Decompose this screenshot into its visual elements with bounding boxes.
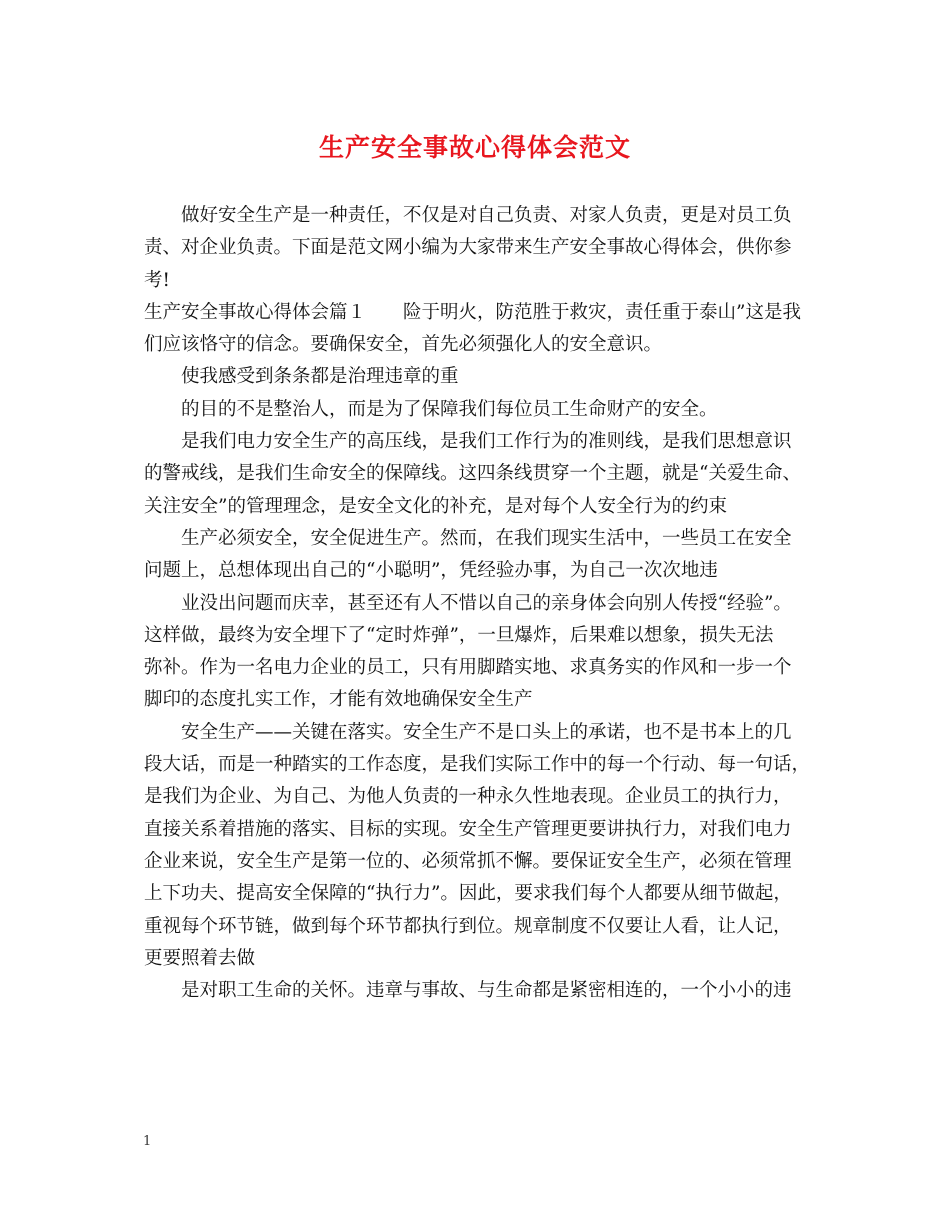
document-body <box>144 200 824 1007</box>
text-line: 们应该恪守的信念。要确保安全，首先必须强化人的安全意识。 <box>144 334 663 356</box>
text-line: 直接关系着措施的落实、目标的实现。安全生产管理更要讲执行力，对我们电力 <box>144 818 792 840</box>
text-line: 更要照着去做 <box>144 947 256 969</box>
text-line: 的目的不是整治人，而是为了保障我们每位员工生命财产的安全。 <box>181 398 718 420</box>
text-line: 生产安全事故心得体会篇１ 险于明火，防范胜于救灾，责任重于泰山”这是我 <box>144 301 801 323</box>
text-line: 问题上，总想体现出自己的“小聪明”，凭经验办事，为自己一次次地违 <box>144 560 718 582</box>
text-line: 企业来说，安全生产是第一位的、必须常抓不懈。要保证安全生产，必须在管理 <box>144 850 792 872</box>
text-line: 段大话，而是一种踏实的工作态度，是我们实际工作中的每一个行动、每一句话， <box>144 754 811 776</box>
text-line: 考! <box>144 269 170 291</box>
text-line: 是对职工生命的关怀。违章与事故、与生命都是紧密相连的，一个小小的违 <box>181 980 792 1002</box>
text-line: 生产必须安全，安全促进生产。然而，在我们现实生活中，一些员工在安全 <box>181 527 792 549</box>
text-line: 这样做，最终为安全埋下了“定时炸弹”，一旦爆炸，后果难以想象，损失无法 <box>144 624 774 646</box>
text-line: 安全生产——关键在落实。安全生产不是口头上的承诺，也不是书本上的几 <box>181 721 792 743</box>
text-line: 上下功夫、提高安全保障的“执行力”。因此，要求我们每个人都要从细节做起， <box>144 883 792 905</box>
text-line: 关注安全”的管理理念，是安全文化的补充，是对每个人安全行为的约束 <box>144 495 727 517</box>
text-line: 的警戒线，是我们生命安全的保障线。这四条线贯穿一个主题，就是“关爱生命、 <box>144 463 801 485</box>
page-number: 1 <box>143 1134 152 1149</box>
text-line: 业没出问题而庆幸，甚至还有人不惜以自己的亲身体会向别人传授“经验”。 <box>181 592 792 614</box>
text-line: 弥补。作为一名电力企业的员工，只有用脚踏实地、求真务实的作风和一步一个 <box>144 657 792 679</box>
text-line: 脚印的态度扎实工作，才能有效地确保安全生产 <box>144 689 533 711</box>
text-line: 是我们为企业、为自己、为他人负责的一种永久性地表现。企业员工的执行力， <box>144 786 792 808</box>
document-title: 生产安全事故心得体会范文 <box>318 133 631 162</box>
text-line: 使我感受到条条都是治理违章的重 <box>181 366 459 388</box>
text-line: 做好安全生产是一种责任，不仅是对自己负责、对家人负责，更是对员工负 <box>181 205 792 226</box>
text-line: 重视每个环节链，做到每个环节都执行到位。规章制度不仅要让人看，让人记， <box>144 915 792 937</box>
text-line: 是我们电力安全生产的高压线，是我们工作行为的准则线，是我们思想意识 <box>181 431 792 453</box>
text-line: 责、对企业负责。下面是范文网小编为大家带来生产安全事故心得体会，供你参 <box>144 237 792 259</box>
